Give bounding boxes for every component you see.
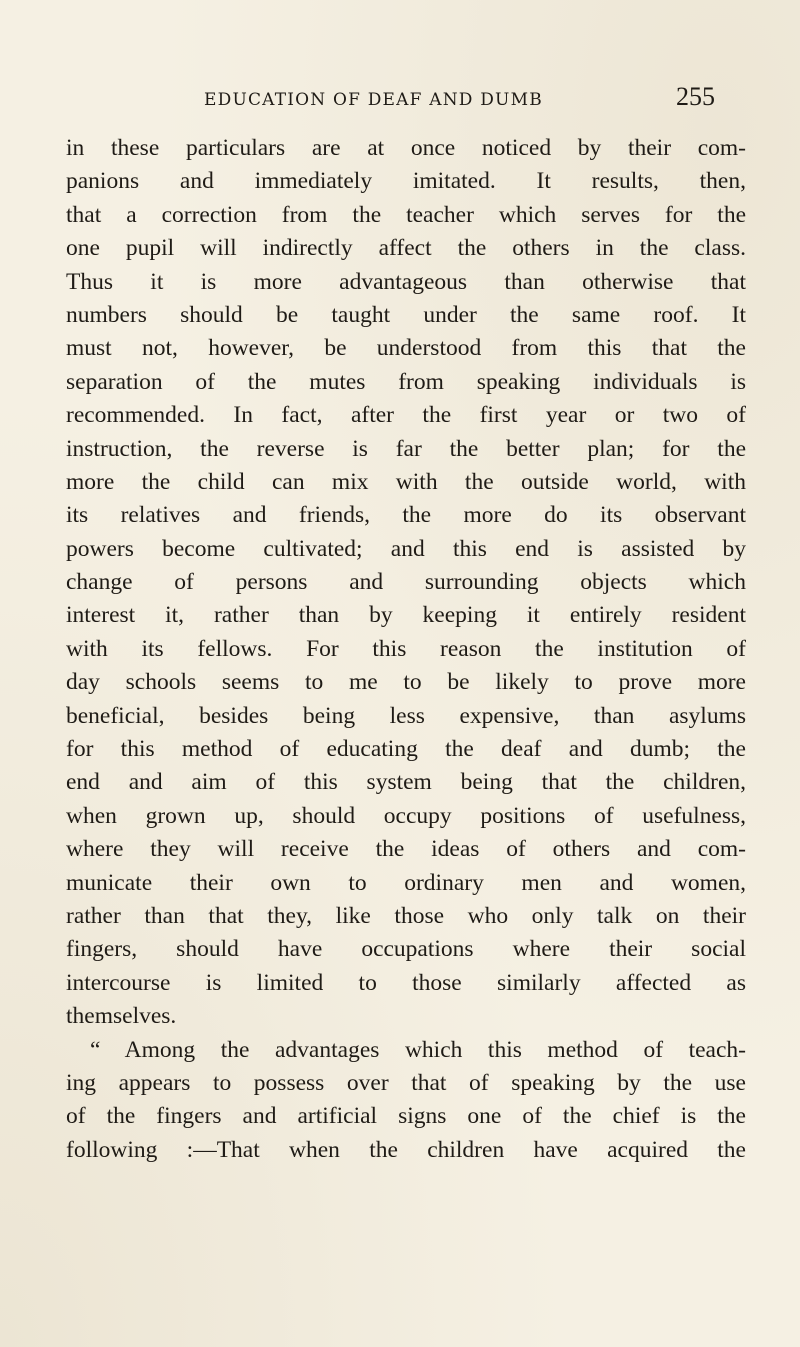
text-line: must not, however, be understood from this that the [66,335,746,362]
text-line: its relatives and friends, the more do its observant [66,502,746,529]
text-line: following :—That when the children have acquired the [66,1136,746,1163]
text-line: with its fellows. For this reason the institution of [66,635,746,662]
text-line: day schools seems to me to be likely to prove more [66,669,746,696]
text-line: beneficial, besides being less expensive, than asylums [66,702,746,729]
text-line: fingers, should have occupations where their social [66,936,746,963]
text-line: for this method of educating the deaf and dumb; the [66,736,746,763]
text-line: end and aim of this system being that the children, [66,769,746,796]
running-head: EDUCATION OF DEAF AND DUMB [204,90,543,110]
text-line: municate their own to ordinary men and women, [66,869,746,896]
page-number: 255 [676,82,715,111]
text-line: separation of the mutes from speaking individuals is [66,368,746,395]
text-line: numbers should be taught under the same roof. It [66,301,746,328]
text-line: intercourse is limited to those similarly affected as [66,969,746,996]
text-line: powers become cultivated; and this end is assisted by [66,535,746,562]
paragraph-end-line: themselves. [66,1003,177,1030]
text-line: where they will receive the ideas of others and com- [66,836,746,863]
text-line: panions and immediately imitated. It results, then, [66,168,746,195]
text-line: change of persons and surrounding objects which [66,569,746,596]
text-line: in these particulars are at once noticed by their com- [66,135,746,161]
text-line: ing appears to possess over that of speaking by the use [66,1069,746,1096]
body-text [66,132,746,1167]
text-line: more the child can mix with the outside world, with [66,468,746,495]
text-line: Thus it is more advantageous than otherwise that [66,268,746,295]
text-line: when grown up, should occupy positions of usefulness, [66,802,746,829]
text-line: of the fingers and artificial signs one of the chief is the [66,1103,746,1130]
page-header [0,82,800,118]
text-line: one pupil will indirectly affect the others in the class. [66,235,746,262]
text-line: rather than that they, like those who only talk on their [66,902,746,929]
text-line: that a correction from the teacher which serves for the [66,201,746,228]
text-line: recommended. In fact, after the first year or two of [66,402,746,429]
text-line: interest it, rather than by keeping it entirely resident [66,602,746,629]
quote-start-line: “ Among the advantages which this method of teach- [90,1036,746,1063]
text-line: instruction, the reverse is far the better plan; for the [66,435,746,462]
